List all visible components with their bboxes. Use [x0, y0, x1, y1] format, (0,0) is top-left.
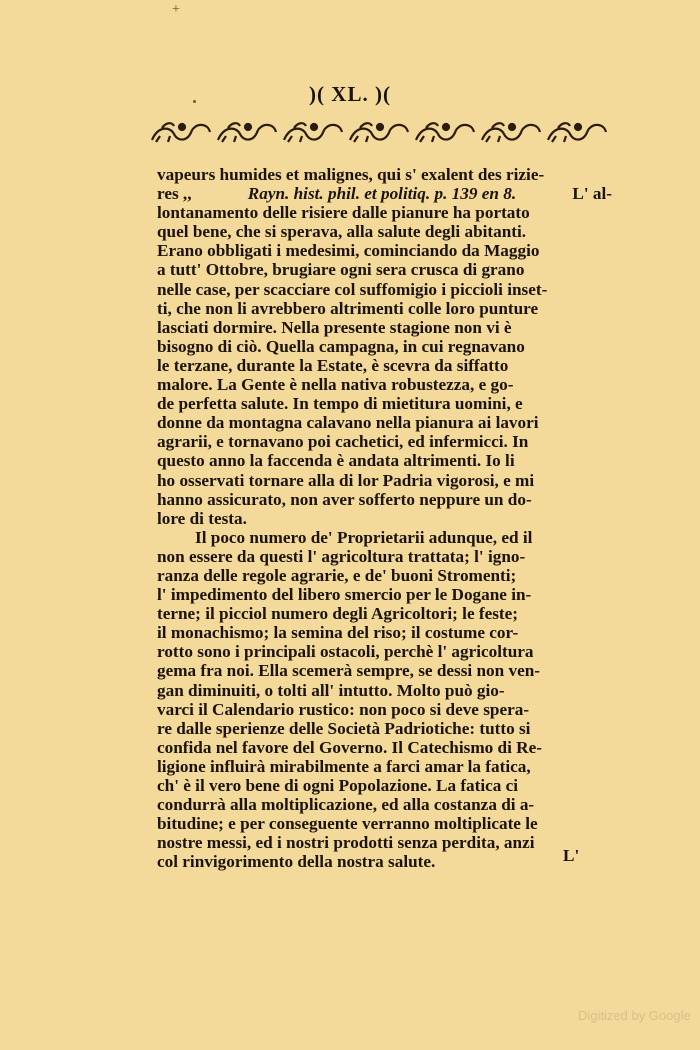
- text-line: vapeurs humides et malignes, qui s' exalent des rizie-: [157, 165, 545, 184]
- page-number-header: )( XL. )(: [309, 82, 391, 106]
- text-line: malore. La Gente è nella nativa robustezza, e go-: [157, 375, 514, 395]
- decorative-vine-border-icon: [148, 118, 616, 148]
- text-line: ho osservati tornare alla di lor Padria vigorosi, e mi: [157, 470, 535, 490]
- text-line: questo anno la faccenda è andata altrimenti. Io li: [157, 451, 515, 471]
- text-line: lontanamento delle risiere dalle pianure ha portato: [157, 203, 530, 223]
- text-line: non essere da questi l' agricoltura trattata; l' igno-: [157, 546, 526, 566]
- text-line: bitudine; e per conseguente verranno moltiplicate le: [157, 814, 538, 834]
- text-line: ligione influirà mirabilmente a farci amar la fatica,: [157, 756, 531, 776]
- text-line: nelle case, per scacciare col suffomigio i piccioli inset-: [157, 279, 548, 299]
- text-line: le terzane, durante la Estate, è scevra da siffatto: [157, 355, 509, 375]
- watermark: Digitized by Google: [578, 1008, 691, 1023]
- text-line: re dalle sperienze delle Società Padriotiche: tutto si: [157, 718, 531, 738]
- text-line: Erano obbligati i medesimi, cominciando da Maggio: [157, 241, 540, 261]
- text-line: il monachismo; la semina del riso; il costume cor-: [157, 623, 519, 643]
- text-line: ch' è il vero bene di ogni Popolazione. La fatica ci: [157, 776, 519, 795]
- text-line: col rinvigorimento della nostra salute.: [157, 852, 436, 872]
- ink-mark: +: [172, 2, 180, 17]
- text-line: lore di testa.: [157, 508, 247, 528]
- text-line: terne; il picciol numero degli Agricoltori; le feste;: [157, 604, 518, 624]
- catchword: L': [563, 846, 580, 865]
- text-line: donne da montagna calavano nella pianura ai lavori: [157, 413, 539, 433]
- text-line: Il poco numero de' Proprietarii adunque, ed il: [195, 527, 533, 547]
- text-line: res ,, Rayn. hist. phil. et politiq. p. 139 en 8. L' al-: [157, 184, 612, 204]
- text-line: hanno assicurato, non aver sofferto neppure un do-: [157, 489, 532, 509]
- text-line: gan diminuiti, o tolti all' intutto. Molto può gio-: [157, 680, 505, 700]
- text-line: ranza delle regole agrarie, e de' buoni Stromenti;: [157, 565, 517, 585]
- text-line: confida nel favore del Governo. Il Catechismo di Re-: [157, 737, 542, 757]
- text-line: a tutt' Ottobre, brugiare ogni sera crusca di grano: [157, 260, 525, 280]
- body-text: [157, 165, 612, 871]
- text-line: agrarii, e tornavano poi cachetici, ed infermicci. In: [157, 432, 529, 452]
- text-line: lasciati dormire. Nella presente stagione non vi è: [157, 317, 512, 337]
- text-line: condurrà alla moltiplicazione, ed alla costanza di a-: [157, 795, 535, 815]
- text-line: nostre messi, ed i nostri prodotti senza perdita, anzi: [157, 833, 535, 853]
- text-line: ti, che non li avrebbero altrimenti colle loro punture: [157, 298, 539, 318]
- text-line: de perfetta salute. In tempo di mietitura uomini, e: [157, 394, 523, 414]
- text-line: varci il Calendario rustico: non poco si deve spera-: [157, 699, 530, 719]
- text-line: rotto sono i principali ostacoli, perchè l' agricoltura: [157, 642, 534, 662]
- text-line: gema fra noi. Ella scemerà sempre, se dessi non ven-: [157, 661, 541, 681]
- citation: Rayn. hist. phil. et politiq. p. 139 en 8.: [247, 184, 517, 204]
- text-line: bisogno di ciò. Quella campagna, in cui regnavano: [157, 336, 525, 356]
- text-line: quel bene, che si sperava, alla salute degli abitanti.: [157, 222, 527, 242]
- text-line: l' impedimento del libero smercio per le Dogane in-: [157, 585, 532, 605]
